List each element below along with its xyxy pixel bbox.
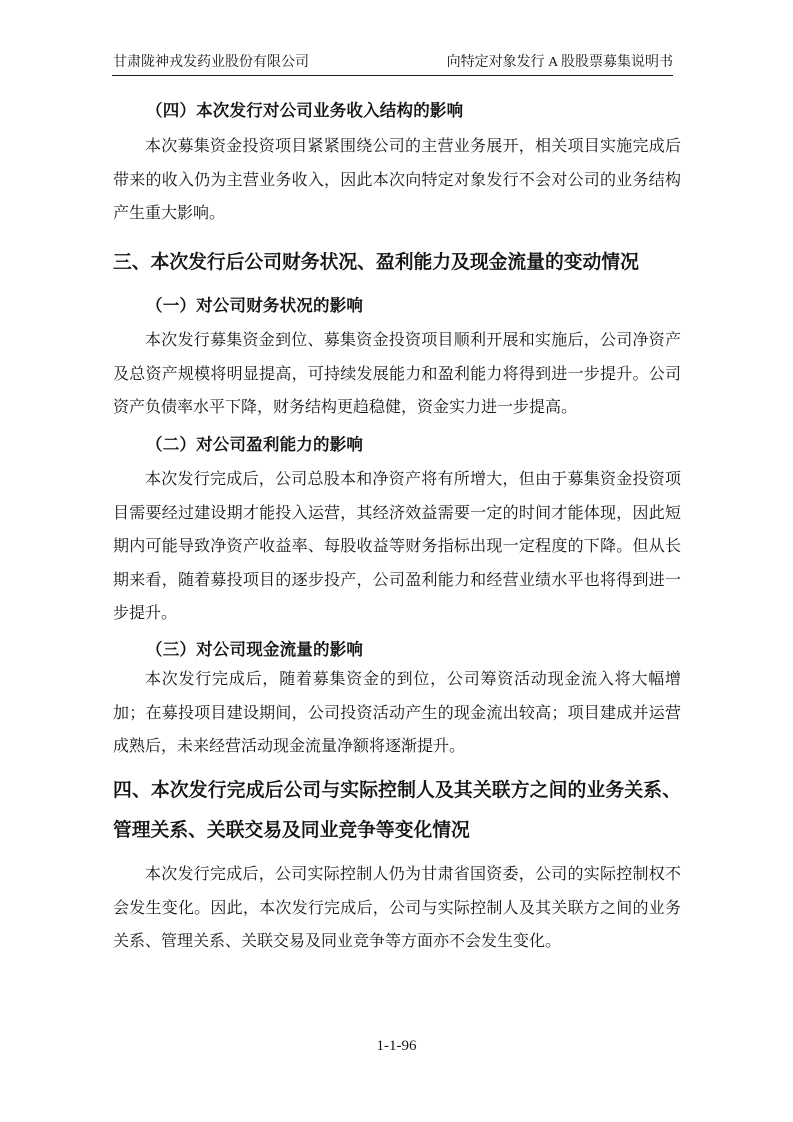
para-income-structure: 本次募集资金投资项目紧紧围绕公司的主营业务展开，相关项目实施完成后带来的收入仍为主营业务收入，因此本次向特定对象发行不会对公司的业务结构产生重大影响。: [113, 138, 681, 222]
para-controller-relations: 本次发行完成后，公司实际控制人仍为甘肃省国资委，公司的实际控制权不会发生变化。因此，本次发行完成后，公司与实际控制人及其关联方之间的业务关系、管理关系、关联交易及同业竞争等方面亦不会发生变化。: [113, 866, 681, 950]
para-cashflow: 本次发行完成后，随着募集资金的到位，公司筹资活动现金流入将大幅增加；在募投项目建设期间，公司投资活动产生的现金流出较高；项目建成并运营成熟后，未来经营活动现金流量净额将逐渐提升。: [113, 671, 681, 755]
header-company-name: 甘肃陇神戎发药业股份有限公司: [113, 55, 309, 70]
para-financial-status: 本次发行募集资金到位、募集资金投资项目顺利开展和实施后，公司净资产及总资产规模将明显提高，可持续发展能力和盈利能力将得到进一步提升。公司资产负债率水平下降，财务结构更趋稳健，资金实力进一步提高。: [113, 332, 681, 416]
header-rule: [112, 75, 673, 76]
heading-sub-profitability: （二）对公司盈利能力的影响: [146, 436, 364, 454]
heading-major-controller-relations: 四、本次发行完成后公司与实际控制人及其关联方之间的业务关系、管理关系、关联交易及同业竞争等变化情况: [113, 779, 681, 840]
page-number: 1-1-96: [376, 1038, 417, 1054]
para-profitability: 本次发行完成后，公司总股本和净资产将有所增大，但由于募集资金投资项目需要经过建设期才能投入运营，其经济效益需要一定的时间才能体现，因此短期内可能导致净资产收益率、每股收益等财务指标出现一定程度的下降。但从长期来看，随着募投项目的逐步投产，公司盈利能力和经营业绩水平也将得到进一步提升。: [113, 471, 681, 622]
heading-major-financial-changes: 三、本次发行后公司财务状况、盈利能力及现金流量的变动情况: [113, 251, 639, 272]
heading-sub-financial-status: （一）对公司财务状况的影响: [146, 297, 364, 315]
heading-sub-income-structure: （四）本次发行对公司业务收入结构的影响: [146, 102, 464, 120]
header-doc-title: 向特定对象发行 A 股股票募集说明书: [446, 55, 673, 70]
heading-sub-cashflow: （三）对公司现金流量的影响: [146, 641, 364, 659]
